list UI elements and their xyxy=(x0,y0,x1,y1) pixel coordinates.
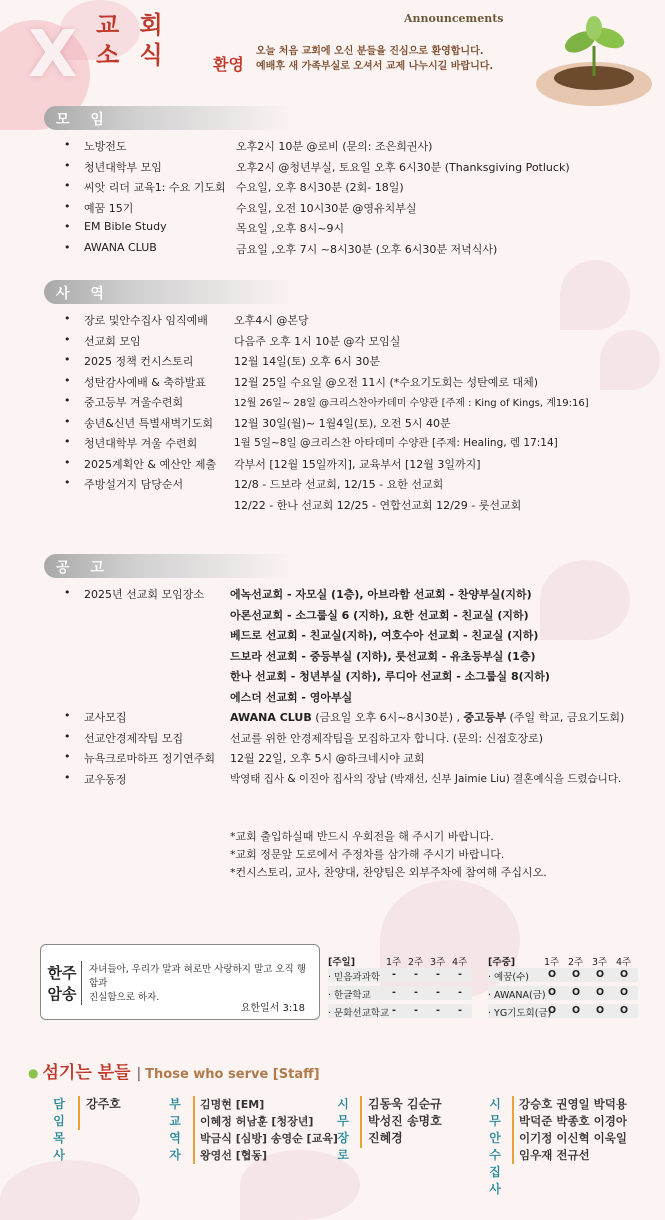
staff-role-deacons: 시 무 안 수 집 사 xyxy=(489,1097,501,1196)
staff-names-associate: 김명현 [EM] 이혜정 허남훈 [청장년] 박금식 [심방] 송영순 [교육] 왕영선 [협동] xyxy=(200,1098,338,1162)
announcements-label: Announcements xyxy=(404,12,504,25)
staff-names-senior-pastor: 강주호 xyxy=(86,1097,121,1111)
weekday-attendance-table: [주중] 1주 2주 3주 4주 · 예꿈(수) O O O O · AWANA(금) O O O O · YG기도회(금) O O O O xyxy=(488,954,648,1030)
staff-role-associate: 부 교 역 자 xyxy=(169,1097,181,1162)
sunday-attendance-table: [주일] 1주 2주 3주 4주 · 믿음과과학 - - - - · 한글학교 - - - - · 문화선교학교 - - - - xyxy=(328,954,478,1030)
memory-verse-reference: 요한일서 3:18 xyxy=(240,1003,305,1014)
notices-section-header: 공 고 xyxy=(44,554,134,578)
memory-verse-text: 자녀들아, 우리가 말과 혀로만 사랑하지 말고 오직 행함과 진실함으로 하자. xyxy=(89,964,306,1003)
staff-role-senior-pastor: 담 임 목 사 xyxy=(53,1097,65,1162)
staff-section-title: ● 섬기는 분들 | Those who serve [Staff] xyxy=(28,1063,320,1083)
page-title: 교 회 소 식 xyxy=(96,10,169,69)
staff-role-elders: 시 무 장 로 xyxy=(337,1097,349,1162)
ministry-section-header: 사 역 xyxy=(44,280,134,304)
verse-divider xyxy=(81,961,82,1005)
x-decoration-icon: X xyxy=(28,18,78,92)
bullet-dot-icon: ● xyxy=(28,1066,39,1080)
staff-names-deacons: 강승호 권영일 박덕용 박덕준 박종호 이경아 이기정 이신혁 이욱일 임우재 전규선 xyxy=(519,1097,627,1162)
welcome-message: 오늘 처음 교회에 오신 분들을 진심으로 환영합니다. 예배후 새 가족부실로 오셔서 교제 나누시길 바랍니다. xyxy=(256,46,494,72)
memory-verse-box xyxy=(40,944,320,1020)
header xyxy=(0,0,665,100)
seedling-in-hands-icon xyxy=(528,6,660,110)
meetings-section-header: 모 임 xyxy=(44,106,134,130)
parking-notes: *교회 출입하실때 반드시 우회전을 해 주시기 바랍니다. *교회 정문앞 도로에서 주정차를 삼가해 주시기 바랍니다. *컨시스토리, 교사, 찬양대, 찬양팀은 외부주차에 참여해 주십시오. xyxy=(230,830,547,879)
welcome-word: 환영 xyxy=(213,55,244,74)
staff-names-elders: 김동욱 김순규 박성진 송명호 진혜경 xyxy=(368,1097,442,1145)
memory-verse-title: 한주 암송 xyxy=(47,964,77,1003)
